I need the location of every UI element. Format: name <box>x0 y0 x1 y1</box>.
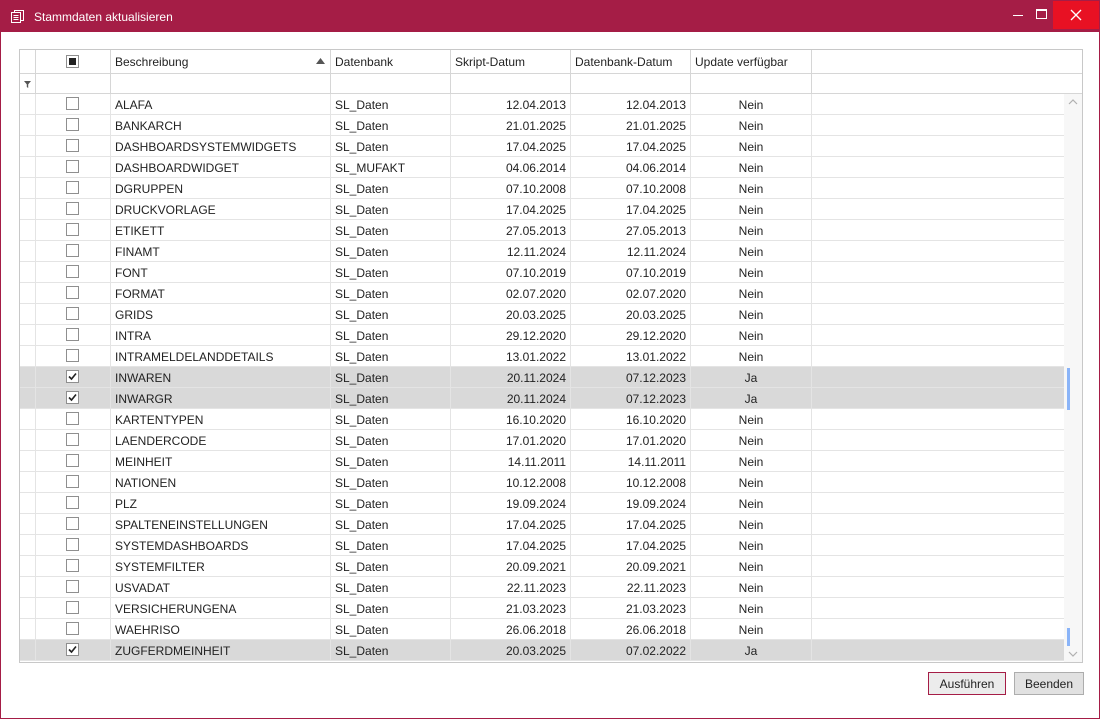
cell-beschreibung: DASHBOARDSYSTEMWIDGETS <box>111 136 331 156</box>
cell-skript-datum: 21.01.2025 <box>451 115 571 135</box>
cell-update-verfuegbar: Nein <box>691 535 812 555</box>
cell-skript-datum: 02.07.2020 <box>451 283 571 303</box>
header-datenbank[interactable] <box>331 50 451 73</box>
cell-beschreibung: DRUCKVORLAGE <box>111 199 331 219</box>
cell-update-verfuegbar: Nein <box>691 451 812 471</box>
cell-beschreibung: FORMAT <box>111 283 331 303</box>
title-bar <box>1 1 1099 32</box>
cell-update-verfuegbar: Nein <box>691 220 812 240</box>
cell-beschreibung: SYSTEMFILTER <box>111 556 331 576</box>
filter-beschreibung[interactable] <box>111 74 331 93</box>
select-cell <box>36 199 111 219</box>
table-row[interactable] <box>20 451 1064 472</box>
cell-datenbank-datum: 10.12.2008 <box>571 472 691 492</box>
table-row[interactable] <box>20 556 1064 577</box>
cell-datenbank: SL_Daten <box>331 430 451 450</box>
table-row[interactable] <box>20 178 1064 199</box>
table-row[interactable] <box>20 388 1064 409</box>
row-indicator <box>20 346 36 366</box>
select-cell <box>36 493 111 513</box>
cell-datenbank: SL_Daten <box>331 178 451 198</box>
cell-datenbank: SL_Daten <box>331 598 451 618</box>
cell-skript-datum: 04.06.2014 <box>451 157 571 177</box>
cell-update-verfuegbar: Ja <box>691 388 812 408</box>
filter-row <box>20 74 1082 94</box>
cell-skript-datum: 07.10.2019 <box>451 262 571 282</box>
cell-datenbank: SL_Daten <box>331 535 451 555</box>
cell-datenbank: SL_Daten <box>331 472 451 492</box>
cell-skript-datum: 26.06.2018 <box>451 619 571 639</box>
cell-beschreibung: NATIONEN <box>111 472 331 492</box>
cell-datenbank-datum: 27.05.2013 <box>571 220 691 240</box>
select-cell <box>36 430 111 450</box>
row-indicator <box>20 220 36 240</box>
row-checkbox[interactable] <box>66 181 79 194</box>
cell-datenbank-datum: 17.04.2025 <box>571 199 691 219</box>
table-row[interactable] <box>20 346 1064 367</box>
cell-datenbank: SL_Daten <box>331 556 451 576</box>
select-cell <box>36 346 111 366</box>
table-row[interactable] <box>20 430 1064 451</box>
select-cell <box>36 514 111 534</box>
cell-beschreibung: LAENDERCODE <box>111 430 331 450</box>
cell-datenbank-datum: 07.02.2022 <box>571 640 691 660</box>
cell-update-verfuegbar: Nein <box>691 94 812 114</box>
cell-update-verfuegbar: Nein <box>691 409 812 429</box>
cell-datenbank: SL_MUFAKT <box>331 157 451 177</box>
cell-datenbank-datum: 17.04.2025 <box>571 535 691 555</box>
select-cell <box>36 304 111 324</box>
scroll-up-icon[interactable] <box>1068 98 1078 106</box>
checkmark-icon <box>68 372 77 381</box>
cell-datenbank-datum: 13.01.2022 <box>571 346 691 366</box>
row-checkbox[interactable] <box>66 97 79 110</box>
row-checkbox[interactable] <box>66 433 79 446</box>
select-cell <box>36 157 111 177</box>
row-checkbox[interactable] <box>66 601 79 614</box>
cell-skript-datum: 16.10.2020 <box>451 409 571 429</box>
table-row[interactable] <box>20 409 1064 430</box>
checkmark-icon <box>68 645 77 654</box>
filter-indicator-cell <box>20 74 36 93</box>
cell-skript-datum: 22.11.2023 <box>451 577 571 597</box>
cell-skript-datum: 27.05.2013 <box>451 220 571 240</box>
cell-skript-datum: 17.04.2025 <box>451 535 571 555</box>
select-cell <box>36 472 111 492</box>
cell-datenbank: SL_Daten <box>331 619 451 639</box>
cell-update-verfuegbar: Nein <box>691 199 812 219</box>
cell-datenbank-datum: 22.11.2023 <box>571 577 691 597</box>
row-indicator <box>20 493 36 513</box>
table-row[interactable] <box>20 220 1064 241</box>
row-indicator <box>20 451 36 471</box>
select-cell <box>36 367 111 387</box>
cell-skript-datum: 07.10.2008 <box>451 178 571 198</box>
select-cell <box>36 535 111 555</box>
table-row[interactable] <box>20 283 1064 304</box>
cell-datenbank-datum: 12.11.2024 <box>571 241 691 261</box>
cell-datenbank: SL_Daten <box>331 199 451 219</box>
cell-datenbank-datum: 07.12.2023 <box>571 388 691 408</box>
row-checkbox[interactable] <box>66 412 79 425</box>
row-indicator <box>20 304 36 324</box>
row-indicator <box>20 178 36 198</box>
cell-skript-datum: 10.12.2008 <box>451 472 571 492</box>
row-checkbox[interactable] <box>66 307 79 320</box>
cell-update-verfuegbar: Nein <box>691 514 812 534</box>
cell-skript-datum: 17.04.2025 <box>451 199 571 219</box>
header-update-verfuegbar[interactable] <box>691 50 812 73</box>
cell-update-verfuegbar: Nein <box>691 262 812 282</box>
cell-beschreibung: KARTENTYPEN <box>111 409 331 429</box>
select-all-checkbox[interactable] <box>66 55 79 68</box>
cell-skript-datum: 29.12.2020 <box>451 325 571 345</box>
cell-update-verfuegbar: Nein <box>691 430 812 450</box>
cell-beschreibung: INWAREN <box>111 367 331 387</box>
row-checkbox[interactable] <box>66 202 79 215</box>
row-checkbox[interactable] <box>66 391 79 404</box>
row-checkbox[interactable] <box>66 370 79 383</box>
cell-datenbank: SL_Daten <box>331 262 451 282</box>
cell-beschreibung: INWARGR <box>111 388 331 408</box>
row-checkbox[interactable] <box>66 622 79 635</box>
row-checkbox[interactable] <box>66 118 79 131</box>
cell-skript-datum: 14.11.2011 <box>451 451 571 471</box>
table-row[interactable] <box>20 640 1064 661</box>
table-row[interactable] <box>20 157 1064 178</box>
cell-beschreibung: SYSTEMDASHBOARDS <box>111 535 331 555</box>
table-row[interactable] <box>20 241 1064 262</box>
table-row[interactable] <box>20 136 1064 157</box>
cell-skript-datum: 12.04.2013 <box>451 94 571 114</box>
close-button[interactable] <box>1053 1 1099 29</box>
cell-beschreibung: INTRA <box>111 325 331 345</box>
select-cell <box>36 577 111 597</box>
row-indicator <box>20 157 36 177</box>
cell-datenbank-datum: 07.12.2023 <box>571 367 691 387</box>
cell-datenbank-datum: 17.04.2025 <box>571 514 691 534</box>
cell-skript-datum: 19.09.2024 <box>451 493 571 513</box>
selection-marker <box>1067 368 1070 410</box>
cell-beschreibung: PLZ <box>111 493 331 513</box>
select-cell <box>36 283 111 303</box>
cell-datenbank-datum: 07.10.2008 <box>571 178 691 198</box>
row-indicator <box>20 283 36 303</box>
cell-skript-datum: 17.04.2025 <box>451 136 571 156</box>
row-indicator <box>20 94 36 114</box>
cell-update-verfuegbar: Nein <box>691 157 812 177</box>
cell-beschreibung: FONT <box>111 262 331 282</box>
cell-update-verfuegbar: Nein <box>691 136 812 156</box>
cell-beschreibung: GRIDS <box>111 304 331 324</box>
cell-skript-datum: 20.11.2024 <box>451 388 571 408</box>
cell-datenbank: SL_Daten <box>331 451 451 471</box>
row-checkbox[interactable] <box>66 643 79 656</box>
cell-update-verfuegbar: Nein <box>691 178 812 198</box>
table-row[interactable] <box>20 367 1064 388</box>
row-checkbox[interactable] <box>66 559 79 572</box>
header-update-verfuegbar-label: Update verfügbar <box>695 55 788 69</box>
cell-beschreibung: USVADAT <box>111 577 331 597</box>
row-checkbox[interactable] <box>66 223 79 236</box>
table-row[interactable] <box>20 619 1064 640</box>
cell-datenbank-datum: 02.07.2020 <box>571 283 691 303</box>
cell-beschreibung: MEINHEIT <box>111 451 331 471</box>
select-cell <box>36 640 111 660</box>
maximize-button[interactable] <box>1028 1 1056 29</box>
cell-datenbank-datum: 26.06.2018 <box>571 619 691 639</box>
filter-icon <box>24 81 31 88</box>
cell-beschreibung: SPALTENEINSTELLUNGEN <box>111 514 331 534</box>
table-row[interactable] <box>20 493 1064 514</box>
cell-datenbank-datum: 17.01.2020 <box>571 430 691 450</box>
select-cell <box>36 262 111 282</box>
row-indicator <box>20 325 36 345</box>
table-row[interactable] <box>20 199 1064 220</box>
cell-beschreibung: ETIKETT <box>111 220 331 240</box>
cell-skript-datum: 12.11.2024 <box>451 241 571 261</box>
row-indicator <box>20 199 36 219</box>
cell-datenbank: SL_Daten <box>331 640 451 660</box>
row-indicator <box>20 388 36 408</box>
header-indicator-cell <box>20 50 36 73</box>
row-indicator <box>20 241 36 261</box>
cell-skript-datum: 17.04.2025 <box>451 514 571 534</box>
grid-header <box>20 50 1082 74</box>
cell-beschreibung: VERSICHERUNGENA <box>111 598 331 618</box>
select-cell <box>36 178 111 198</box>
select-cell <box>36 220 111 240</box>
row-checkbox[interactable] <box>66 139 79 152</box>
cell-datenbank: SL_Daten <box>331 241 451 261</box>
table-row[interactable] <box>20 577 1064 598</box>
cell-update-verfuegbar: Ja <box>691 640 812 660</box>
cell-update-verfuegbar: Nein <box>691 241 812 261</box>
row-indicator <box>20 598 36 618</box>
cell-beschreibung: ALAFA <box>111 94 331 114</box>
cell-datenbank-datum: 14.11.2011 <box>571 451 691 471</box>
row-indicator <box>20 409 36 429</box>
row-indicator <box>20 472 36 492</box>
cell-datenbank: SL_Daten <box>331 220 451 240</box>
quit-button[interactable]: Beenden <box>1014 672 1084 695</box>
filter-update-verfuegbar[interactable] <box>691 74 812 93</box>
cell-datenbank-datum: 04.06.2014 <box>571 157 691 177</box>
cell-beschreibung: BANKARCH <box>111 115 331 135</box>
table-row[interactable] <box>20 262 1064 283</box>
select-cell <box>36 409 111 429</box>
cell-datenbank-datum: 17.04.2025 <box>571 136 691 156</box>
sort-ascending-icon <box>316 58 325 64</box>
row-checkbox[interactable] <box>66 328 79 341</box>
header-skript-datum[interactable] <box>451 50 571 73</box>
cell-beschreibung: ZUGFERDMEINHEIT <box>111 640 331 660</box>
cell-skript-datum: 21.03.2023 <box>451 598 571 618</box>
close-icon <box>1053 1 1099 29</box>
row-indicator <box>20 640 36 660</box>
cell-datenbank: SL_Daten <box>331 94 451 114</box>
cell-update-verfuegbar: Nein <box>691 493 812 513</box>
cell-update-verfuegbar: Nein <box>691 556 812 576</box>
cell-datenbank: SL_Daten <box>331 367 451 387</box>
header-datenbank-datum-label: Datenbank-Datum <box>575 55 673 69</box>
cell-update-verfuegbar: Nein <box>691 283 812 303</box>
cell-skript-datum: 20.11.2024 <box>451 367 571 387</box>
cell-beschreibung: WAEHRISO <box>111 619 331 639</box>
cell-update-verfuegbar: Nein <box>691 115 812 135</box>
cell-datenbank: SL_Daten <box>331 304 451 324</box>
filter-datenbank[interactable] <box>331 74 451 93</box>
cell-update-verfuegbar: Nein <box>691 325 812 345</box>
select-cell <box>36 136 111 156</box>
cell-skript-datum: 20.03.2025 <box>451 304 571 324</box>
cell-update-verfuegbar: Nein <box>691 619 812 639</box>
window-title: Stammdaten aktualisieren <box>34 10 173 24</box>
vertical-scrollbar[interactable] <box>1064 94 1082 662</box>
cell-update-verfuegbar: Nein <box>691 472 812 492</box>
select-cell <box>36 556 111 576</box>
cell-skript-datum: 20.09.2021 <box>451 556 571 576</box>
table-row[interactable] <box>20 115 1064 136</box>
cell-datenbank: SL_Daten <box>331 283 451 303</box>
header-select-all-cell <box>36 50 111 73</box>
row-indicator <box>20 262 36 282</box>
cell-update-verfuegbar: Ja <box>691 367 812 387</box>
row-checkbox[interactable] <box>66 538 79 551</box>
row-checkbox[interactable] <box>66 265 79 278</box>
data-grid <box>19 49 1083 663</box>
row-indicator <box>20 136 36 156</box>
cell-datenbank-datum: 07.10.2019 <box>571 262 691 282</box>
checkmark-icon <box>68 393 77 402</box>
selection-marker <box>1067 628 1070 646</box>
row-indicator <box>20 430 36 450</box>
filter-select-cell <box>36 74 111 93</box>
cell-update-verfuegbar: Nein <box>691 346 812 366</box>
indeterminate-mark <box>69 58 76 65</box>
cell-datenbank: SL_Daten <box>331 136 451 156</box>
header-datenbank-datum[interactable] <box>571 50 691 73</box>
cell-datenbank-datum: 29.12.2020 <box>571 325 691 345</box>
table-row[interactable] <box>20 514 1064 535</box>
row-indicator <box>20 115 36 135</box>
header-beschreibung[interactable] <box>111 50 331 73</box>
cell-datenbank: SL_Daten <box>331 346 451 366</box>
row-checkbox[interactable] <box>66 580 79 593</box>
row-checkbox[interactable] <box>66 496 79 509</box>
cell-datenbank: SL_Daten <box>331 493 451 513</box>
row-checkbox[interactable] <box>66 475 79 488</box>
select-cell <box>36 325 111 345</box>
cell-beschreibung: DASHBOARDWIDGET <box>111 157 331 177</box>
cell-update-verfuegbar: Nein <box>691 577 812 597</box>
run-button[interactable]: Ausführen <box>928 672 1006 695</box>
header-datenbank-label: Datenbank <box>335 55 394 69</box>
cell-datenbank-datum: 20.03.2025 <box>571 304 691 324</box>
row-checkbox[interactable] <box>66 517 79 530</box>
row-indicator <box>20 577 36 597</box>
row-indicator <box>20 535 36 555</box>
select-cell <box>36 241 111 261</box>
select-cell <box>36 451 111 471</box>
row-indicator <box>20 619 36 639</box>
cell-datenbank: SL_Daten <box>331 388 451 408</box>
select-cell <box>36 619 111 639</box>
row-checkbox[interactable] <box>66 244 79 257</box>
maximize-icon <box>1028 1 1056 29</box>
table-row[interactable] <box>20 535 1064 556</box>
table-row[interactable] <box>20 304 1064 325</box>
row-indicator <box>20 556 36 576</box>
table-row[interactable] <box>20 598 1064 619</box>
cell-datenbank: SL_Daten <box>331 577 451 597</box>
cell-datenbank-datum: 16.10.2020 <box>571 409 691 429</box>
table-row[interactable] <box>20 94 1064 115</box>
cell-skript-datum: 17.01.2020 <box>451 430 571 450</box>
row-checkbox[interactable] <box>66 349 79 362</box>
cell-datenbank: SL_Daten <box>331 514 451 534</box>
scroll-down-icon[interactable] <box>1068 650 1078 658</box>
row-checkbox[interactable] <box>66 160 79 173</box>
table-row[interactable] <box>20 472 1064 493</box>
table-row[interactable] <box>20 325 1064 346</box>
cell-datenbank-datum: 19.09.2024 <box>571 493 691 513</box>
cell-datenbank: SL_Daten <box>331 409 451 429</box>
header-skript-datum-label: Skript-Datum <box>455 55 526 69</box>
select-cell <box>36 115 111 135</box>
select-cell <box>36 388 111 408</box>
cell-update-verfuegbar: Nein <box>691 304 812 324</box>
select-cell <box>36 94 111 114</box>
app-icon <box>11 10 24 23</box>
header-beschreibung-label: Beschreibung <box>115 55 189 69</box>
cell-datenbank-datum: 12.04.2013 <box>571 94 691 114</box>
row-indicator <box>20 367 36 387</box>
cell-update-verfuegbar: Nein <box>691 598 812 618</box>
row-checkbox[interactable] <box>66 286 79 299</box>
cell-beschreibung: INTRAMELDELANDDETAILS <box>111 346 331 366</box>
cell-beschreibung: FINAMT <box>111 241 331 261</box>
cell-datenbank: SL_Daten <box>331 325 451 345</box>
filter-skript-datum[interactable] <box>451 74 571 93</box>
cell-datenbank: SL_Daten <box>331 115 451 135</box>
select-cell <box>36 598 111 618</box>
row-checkbox[interactable] <box>66 454 79 467</box>
cell-datenbank-datum: 21.03.2023 <box>571 598 691 618</box>
cell-datenbank-datum: 20.09.2021 <box>571 556 691 576</box>
cell-skript-datum: 20.03.2025 <box>451 640 571 660</box>
cell-skript-datum: 13.01.2022 <box>451 346 571 366</box>
cell-datenbank-datum: 21.01.2025 <box>571 115 691 135</box>
cell-beschreibung: DGRUPPEN <box>111 178 331 198</box>
filter-datenbank-datum[interactable] <box>571 74 691 93</box>
row-indicator <box>20 514 36 534</box>
